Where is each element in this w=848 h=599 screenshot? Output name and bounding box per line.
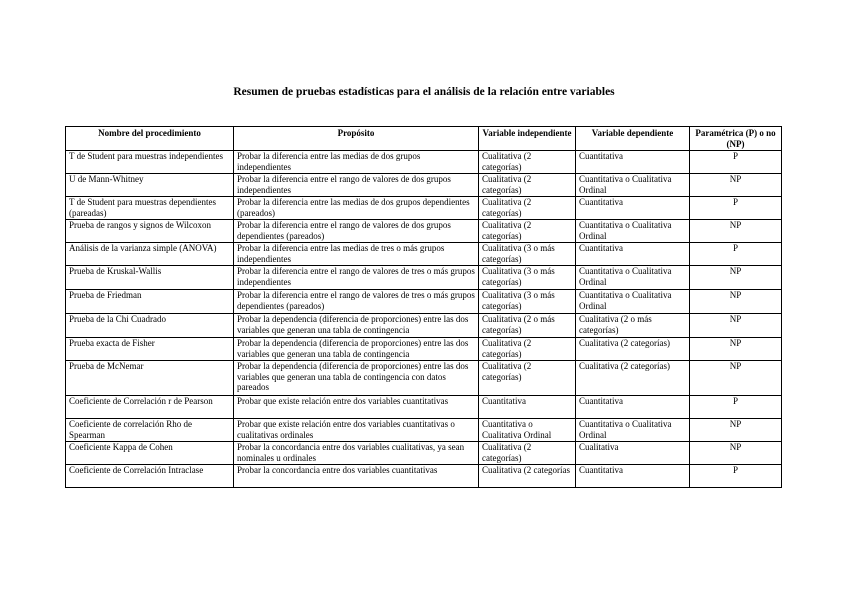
cell-independent-variable: Cualitativa (2 categorías) [479, 174, 576, 197]
cell-independent-variable: Cualitativa (3 o más categorías) [479, 266, 576, 290]
cell-dependent-variable: Cuantitativa o Cualitativa Ordinal [576, 419, 690, 442]
cell-dependent-variable: Cuantitativa [576, 396, 690, 419]
cell-independent-variable: Cualitativa (2 categorías) [479, 197, 576, 220]
table-row [66, 290, 782, 314]
cell-procedure-name: Prueba exacta de Fisher [66, 338, 234, 361]
cell-purpose: Probar la diferencia entre el rango de valores de tres o más grupos dependientes (pareados) [234, 290, 479, 314]
cell-procedure-name: U de Mann-Whitney [66, 174, 234, 197]
cell-independent-variable: Cualitativa (2 o más categorías) [479, 314, 576, 338]
cell-dependent-variable: Cuantitativa [576, 243, 690, 266]
table-row [66, 465, 782, 488]
header-independent-variable: Variable independiente [479, 127, 576, 151]
cell-dependent-variable: Cualitativa [576, 442, 690, 465]
cell-procedure-name: T de Student para muestras dependientes (pareadas) [66, 197, 234, 220]
cell-parametric: NP [690, 266, 782, 290]
cell-procedure-name: Coeficiente Kappa de Cohen [66, 442, 234, 465]
table-row [66, 314, 782, 338]
cell-procedure-name: Análisis de la varianza simple (ANOVA) [66, 243, 234, 266]
cell-dependent-variable: Cuantitativa [576, 197, 690, 220]
header-purpose: Propósito [234, 127, 479, 151]
table-row [66, 174, 782, 197]
cell-dependent-variable: Cuantitativa [576, 465, 690, 488]
cell-parametric: P [690, 465, 782, 488]
cell-procedure-name: Coeficiente de correlación Rho de Spearman [66, 419, 234, 442]
table-row [66, 419, 782, 442]
cell-parametric: NP [690, 290, 782, 314]
cell-parametric: NP [690, 314, 782, 338]
cell-independent-variable: Cualitativa (2 categorías) [479, 442, 576, 465]
cell-independent-variable: Cualitativa (3 o más categorías) [479, 290, 576, 314]
cell-procedure-name: T de Student para muestras independientes [66, 151, 234, 174]
cell-purpose: Probar la dependencia (diferencia de proporciones) entre las dos variables que generan una tabla de contingencia con datos pareados [234, 361, 479, 396]
cell-purpose: Probar la dependencia (diferencia de proporciones) entre las dos variables que generan una tabla de contingencia [234, 314, 479, 338]
cell-procedure-name: Prueba de la Chi Cuadrado [66, 314, 234, 338]
cell-procedure-name: Prueba de Kruskal-Wallis [66, 266, 234, 290]
cell-purpose: Probar la diferencia entre el rango de valores de dos grupos dependientes (pareados) [234, 220, 479, 243]
header-row [66, 127, 782, 151]
cell-purpose: Probar la diferencia entre las medias de dos grupos dependientes (pareados) [234, 197, 479, 220]
header-dependent-variable: Variable dependiente [576, 127, 690, 151]
cell-parametric: P [690, 243, 782, 266]
cell-parametric: P [690, 197, 782, 220]
cell-parametric: P [690, 396, 782, 419]
cell-parametric: NP [690, 442, 782, 465]
cell-procedure-name: Coeficiente de Correlación Intraclase [66, 465, 234, 488]
cell-parametric: NP [690, 361, 782, 396]
cell-independent-variable: Cuantitativa [479, 396, 576, 419]
table-row [66, 396, 782, 419]
page-title: Resumen de pruebas estadísticas para el análisis de la relación entre variables [233, 86, 615, 98]
cell-parametric: NP [690, 174, 782, 197]
statistical-tests-table [65, 126, 782, 488]
cell-independent-variable: Cualitativa (3 o más categorías) [479, 243, 576, 266]
cell-independent-variable: Cualitativa (2 categorías) [479, 220, 576, 243]
cell-parametric: NP [690, 220, 782, 243]
table-row [66, 442, 782, 465]
table-row [66, 197, 782, 220]
cell-purpose: Probar que existe relación entre dos variables cuantitativas [234, 396, 479, 419]
cell-purpose: Probar la diferencia entre el rango de valores de tres o más grupos independientes [234, 266, 479, 290]
cell-purpose: Probar la dependencia (diferencia de proporciones) entre las dos variables que generan una tabla de contingencia [234, 338, 479, 361]
cell-independent-variable: Cuantitativa o Cualitativa Ordinal [479, 419, 576, 442]
table-row [66, 266, 782, 290]
cell-dependent-variable: Cuantitativa [576, 151, 690, 174]
cell-parametric: NP [690, 338, 782, 361]
cell-procedure-name: Prueba de McNemar [66, 361, 234, 396]
table-row [66, 361, 782, 396]
cell-parametric: NP [690, 419, 782, 442]
cell-dependent-variable: Cualitativa (2 o más categorías) [576, 314, 690, 338]
cell-purpose: Probar la diferencia entre el rango de valores de dos grupos independientes [234, 174, 479, 197]
cell-purpose: Probar la concordancia entre dos variables cualitativas, ya sean nominales u ordinales [234, 442, 479, 465]
cell-purpose: Probar la diferencia entre las medias de dos grupos independientes [234, 151, 479, 174]
cell-independent-variable: Cualitativa (2 categorías [479, 465, 576, 488]
cell-purpose: Probar la diferencia entre las medias de tres o más grupos independientes [234, 243, 479, 266]
cell-independent-variable: Cualitativa (2 categorías) [479, 151, 576, 174]
cell-dependent-variable: Cuantitativa o Cualitativa Ordinal [576, 290, 690, 314]
header-procedure-name: Nombre del procedimiento [66, 127, 234, 151]
cell-procedure-name: Prueba de rangos y signos de Wilcoxon [66, 220, 234, 243]
cell-purpose: Probar que existe relación entre dos variables cuantitativas o cualitativas ordinales [234, 419, 479, 442]
cell-parametric: P [690, 151, 782, 174]
cell-purpose: Probar la concordancia entre dos variables cuantitativas [234, 465, 479, 488]
cell-dependent-variable: Cuantitativa o Cualitativa Ordinal [576, 174, 690, 197]
table-row [66, 220, 782, 243]
table-header [66, 127, 782, 151]
table-body [66, 151, 782, 488]
cell-independent-variable: Cualitativa (2 categorías) [479, 361, 576, 396]
header-parametric: Paramétrica (P) o no (NP) [690, 127, 782, 151]
cell-dependent-variable: Cualitativa (2 categorías) [576, 361, 690, 396]
cell-dependent-variable: Cuantitativa o Cualitativa Ordinal [576, 220, 690, 243]
table-row [66, 243, 782, 266]
cell-dependent-variable: Cuantitativa o Cualitativa Ordinal [576, 266, 690, 290]
cell-independent-variable: Cualitativa (2 categorías) [479, 338, 576, 361]
cell-procedure-name: Coeficiente de Correlación r de Pearson [66, 396, 234, 419]
cell-procedure-name: Prueba de Friedman [66, 290, 234, 314]
cell-dependent-variable: Cualitativa (2 categorías) [576, 338, 690, 361]
table-row [66, 338, 782, 361]
table-row [66, 151, 782, 174]
